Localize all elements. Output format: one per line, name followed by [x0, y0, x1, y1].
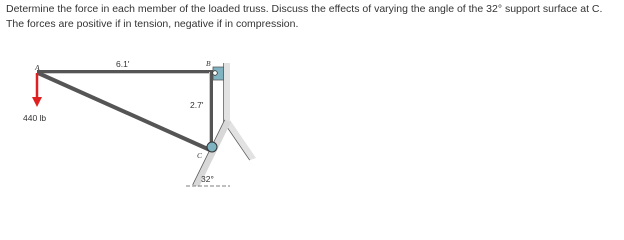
member-ac: [38, 73, 210, 150]
pin-support-b: [213, 67, 224, 80]
truss-members: [37, 72, 213, 150]
length-ab-label: 6.1': [116, 59, 130, 69]
angle-label: 32°: [201, 174, 214, 184]
load-label: 440 lb: [23, 113, 47, 123]
joint-c-label: C: [197, 151, 203, 160]
roller-c: [207, 142, 217, 152]
joint-a-label: A: [35, 63, 40, 72]
problem-statement: Determine the force in each member of the loaded truss. Discuss the effects of varying the angle of the 32° support surface at C. The forces are positive if in tension, negative if in compression.: [6, 3, 603, 30]
load-arrow: [32, 73, 42, 107]
joint-b-label: B: [206, 59, 211, 68]
length-bc-label: 2.7': [190, 100, 204, 110]
wall: [224, 63, 256, 160]
